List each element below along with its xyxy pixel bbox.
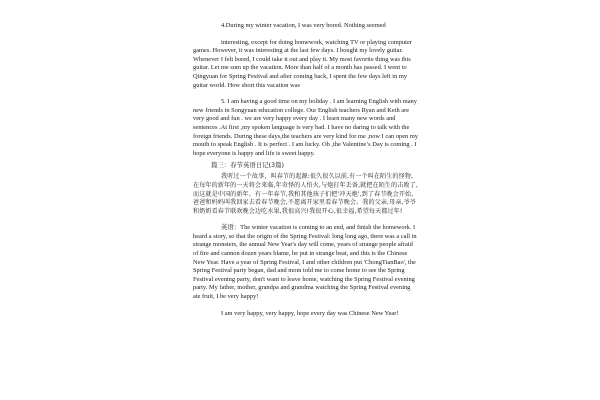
spacer (193, 302, 418, 310)
spacer (193, 31, 418, 39)
paragraph-4-body: interesting, except for doing homework, watching TV or playing computer games. However, it was interesting at the last few days. I bought my lovely guitar. Whenever I felt bored, I could take it out and play it. My most favorite thing was this guitar. Let me sum up the vacation. More than half of a month has passed. I went to Qingyuan for Spring Festival and after coming back, I spent the few days left in my guitar world. How short this vacation was (193, 38, 412, 89)
document-page (193, 22, 418, 318)
closing-paragraph: I am very happy, very happy, hope every day was Chinese New Year! (221, 309, 399, 317)
paragraph-4-first-line: 4.During my winter vacation, I was very bored. Nothing seemed (221, 22, 386, 29)
english-translation-paragraph: 英语：The winter vacation is coming to an end, and finish the homework. I heard a story, so that the origin of the Spring Festival: long long ago, there was a call in strange monsters, the annual New Year's day will come, years of strange people afraid of fire and cannon dozen years blame, he put in strange beat, and this is the Chinese New Year. Have a year of Spring Festival, I and other children put 'ChongTianBao', the Spring Festival party began, dad and mom told me to come home to see the Spring Festival evening party, don't want to leave home, watching the Spring Festival evening party. My father, mother, grandpa and grandma watching the Spring Festival evening ate fruit, I be very happy! (193, 224, 417, 301)
section-heading: 篇三：春节英语日记(3篇) (211, 161, 284, 170)
chinese-paragraph: 我听过一个故事，叫春节的起源:很久很久以前,有一个叫在陌生的怪物,在每年的新年的一天将会来临,年奇怪的人怕火,与炮打年丢备,就把在陌生的击败了,而这就是中国的新年。有一年春节,我和其他孩子们把'冲天炮',到了春节晚会开始,爸爸和妈妈叫我回家去看春节晚会,不愿离开家里看春节晚会。我的父亲,母亲,爷爷和奶奶看春节联欢晚会边吃水果,我很高兴!我很开心,很幸福,希望每天都过年! (193, 173, 418, 215)
spacer (193, 90, 418, 98)
paragraph-5: 5. I am having a good time on my holiday . I am learning English with many new friends in Songyuan education college. Our English teachers Ryan and Keth are very good and fun . we are very happy every day . I learn many new words and sentences .At first ,my spoken language is very bad. I have no daring to talk with the foreign friends. During these days,the teachers are very kind for me ,now I can open my mouth to speak English . It is perfect . I am lucky. Oh ,the Valentine’s Day is coming . I hope everyone is happy and life is sweet happy. (193, 98, 419, 157)
